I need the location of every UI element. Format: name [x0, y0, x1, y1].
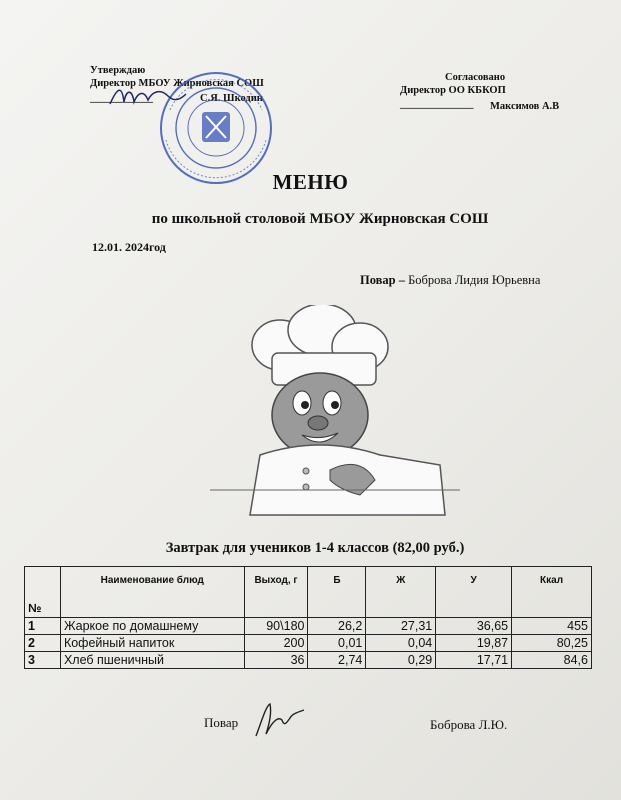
row-no: 1 [25, 618, 61, 635]
header-zh: Ж [366, 567, 436, 618]
row-b: 0,01 [308, 635, 366, 652]
approval-label: Утверждаю [90, 65, 146, 76]
table-row [25, 618, 592, 635]
footer-cook-name: Боброва Л.Ю. [430, 717, 508, 732]
table-row [25, 652, 592, 669]
row-dish: Хлеб пшеничный [60, 652, 244, 669]
agreement-position: Директор ОО КБКОП [400, 85, 506, 96]
row-zh: 0,04 [366, 635, 436, 652]
row-b: 26,2 [308, 618, 366, 635]
row-zh: 27,31 [366, 618, 436, 635]
cook-line [360, 273, 540, 288]
agreement-signature-line: ______________ [400, 99, 474, 110]
menu-date: 12.01. 2024год [92, 240, 166, 254]
director-signature [108, 82, 188, 112]
page-title: МЕНЮ [272, 170, 349, 194]
agreement-label: Согласовано [445, 72, 506, 83]
row-u: 17,71 [436, 652, 512, 669]
row-output: 90\180 [244, 618, 308, 635]
row-kcal: 84,6 [512, 652, 592, 669]
cook-signature [248, 700, 308, 740]
row-dish: Жаркое по домашнему [60, 618, 244, 635]
row-no: 3 [25, 652, 61, 669]
table-header-row [25, 567, 592, 618]
table-row [25, 635, 592, 652]
agreement-name: Максимов А.В [490, 101, 560, 112]
cook-label: Повар – [360, 273, 405, 287]
header-u: У [436, 567, 512, 618]
footer-cook-label: Повар [204, 715, 239, 730]
cook-name: Боброва Лидия Юрьевна [408, 273, 541, 287]
menu-table [24, 566, 592, 669]
row-zh: 0,29 [366, 652, 436, 669]
row-kcal: 455 [512, 618, 592, 635]
approval-position: Директор МБОУ Жирновская СОШ [90, 78, 264, 89]
page-subtitle: по школьной столовой МБОУ Жирновская СОШ [151, 211, 489, 227]
header-b: Б [308, 567, 366, 618]
row-b: 2,74 [308, 652, 366, 669]
approval-name: С.Я. Шкодин [200, 93, 263, 104]
row-u: 36,65 [436, 618, 512, 635]
chef-illustration [210, 305, 470, 525]
approval-signature-line: ____________ [90, 93, 153, 104]
header-kcal: Ккал [512, 567, 592, 618]
header-no: № [25, 567, 61, 618]
row-output: 200 [244, 635, 308, 652]
row-u: 19,87 [436, 635, 512, 652]
row-no: 2 [25, 635, 61, 652]
header-output: Выход, г [244, 567, 308, 618]
header-name: Наименование блюд [60, 567, 244, 618]
row-kcal: 80,25 [512, 635, 592, 652]
meal-title: Завтрак для учеников 1-4 классов (82,00 руб.) [165, 540, 465, 556]
row-output: 36 [244, 652, 308, 669]
row-dish: Кофейный напиток [60, 635, 244, 652]
